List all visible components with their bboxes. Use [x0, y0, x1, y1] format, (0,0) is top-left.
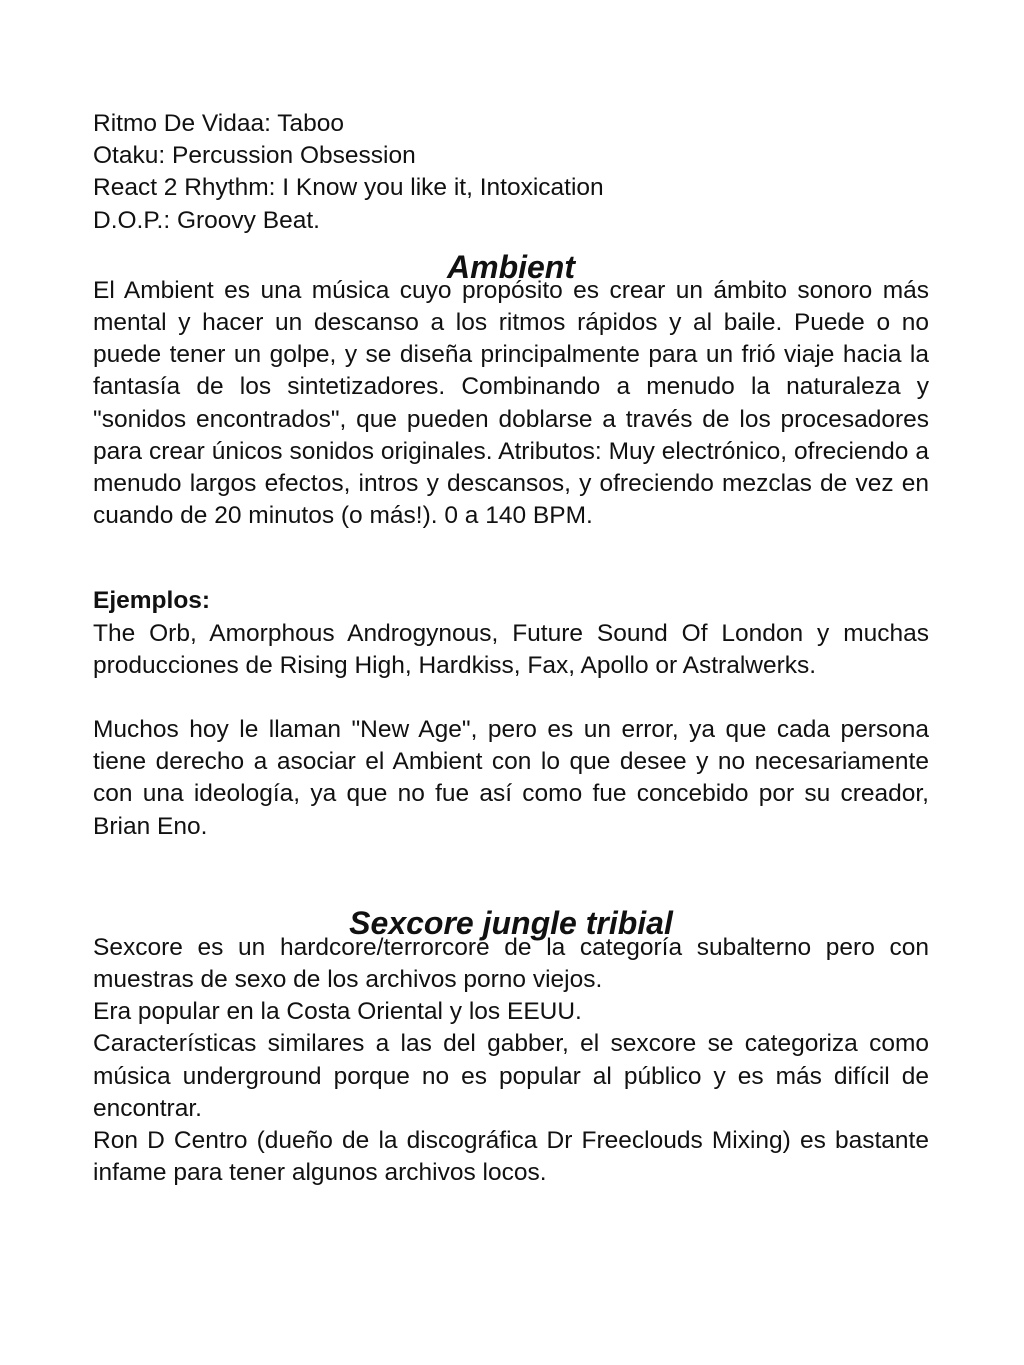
- sexcore-paragraph-3: Características similares a las del gabber, el sexcore se categoriza como música underground porque no es popular al público y es más difícil de encontrar.: [93, 1030, 929, 1122]
- list-item: React 2 Rhythm: I Know you like it, Intoxication: [93, 174, 604, 202]
- list-item: D.O.P.: Groovy Beat.: [93, 206, 320, 234]
- section-heading-ambient: Ambient: [447, 248, 575, 285]
- sexcore-paragraph-1: Sexcore es un hardcore/terrorcore de la categoría subalterno pero con muestras de sexo de los archivos porno viejos.: [93, 933, 929, 994]
- sexcore-paragraph-2: Era popular en la Costa Oriental y los EEUU.: [93, 998, 582, 1026]
- examples-label: Ejemplos:: [93, 587, 211, 615]
- section-heading-sexcore: Sexcore jungle tribial: [349, 904, 673, 941]
- ambient-note: Muchos hoy le llaman "New Age", pero es un error, ya que cada persona tiene derecho a asociar el Ambient con lo que desee y no necesariamente con una ideología, ya que no fue así como fue concebido por su creador, Brian Eno.: [93, 716, 929, 840]
- examples-text: The Orb, Amorphous Androgynous, Future Sound Of London y muchas producciones de Rising High, Hardkiss, Fax, Apollo or Astralwerks.: [93, 619, 929, 679]
- list-item: Otaku: Percussion Obsession: [93, 142, 416, 170]
- sexcore-paragraph-4: Ron D Centro (dueño de la discográfica Dr Freeclouds Mixing) es bastante infame para tener algunos archivos locos.: [93, 1127, 929, 1187]
- document-page: [93, 108, 929, 1189]
- ambient-description: El Ambient es una música cuyo propósito es crear un ámbito sonoro más mental y hacer un descanso a los ritmos rápidos y al baile. Puede o no puede tener un golpe, y se diseña principalmente para un frió viaje hacia la fantasía de los sintetizadores. Combinando a menudo la naturaleza y "sonidos encontrados", que pueden doblarse a través de los procesadores para crear únicos sonidos originales. Atributos: Muy electrónico, ofreciendo a menudo largos efectos, intros y descansos, y ofreciendo mezclas de vez en cuando de 20 minutos (o más!). 0 a 140 BPM.: [93, 276, 929, 530]
- list-item: Ritmo De Vidaa: Taboo: [93, 110, 345, 137]
